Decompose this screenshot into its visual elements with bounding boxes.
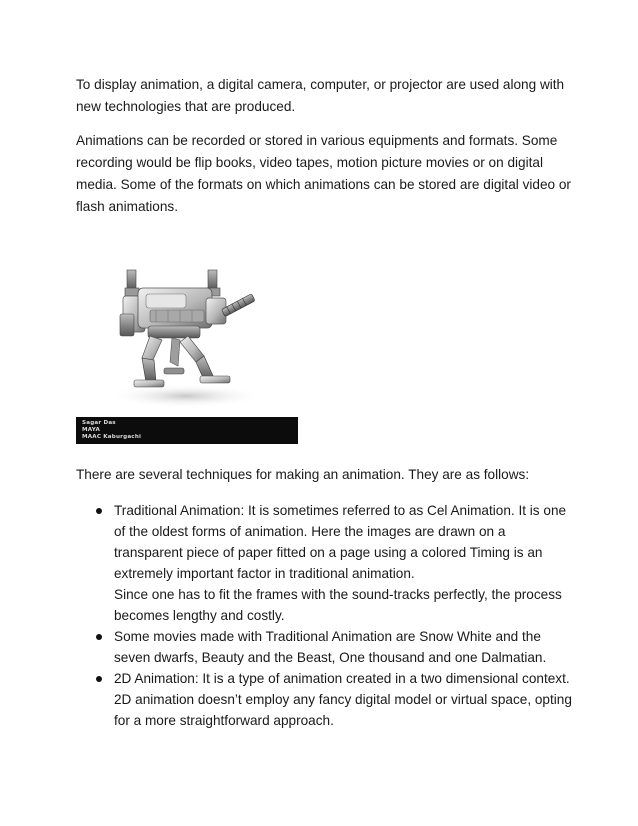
- bullet-icon: [96, 508, 102, 514]
- caption-software: MAYA: [82, 427, 101, 433]
- techniques-list: [76, 500, 576, 731]
- paragraph-display: To display animation, a digital camera, computer, or projector are used along with new technologies that are produced.: [76, 77, 565, 114]
- document-page: [76, 74, 576, 731]
- robot-figure: [76, 258, 298, 444]
- caption-institute: MAAC Kaburgachi: [82, 434, 142, 440]
- techniques-intro: There are several techniques for making an animation. They are as follows:: [76, 467, 530, 482]
- bullet-icon: [96, 634, 102, 640]
- bullet-text: 2D Animation: It is a type of animation created in a two dimensional context. 2D animation doesn’t employ any fancy digital model or virtual space, opting for a more straightforward approach.: [114, 671, 572, 728]
- bullet-text: Some movies made with Traditional Animation are Snow White and the seven dwarfs, Beauty and the Beast, One thousand and one Dalmatian.: [114, 629, 547, 665]
- image-caption-bar: [76, 417, 298, 444]
- list-item: [76, 500, 576, 626]
- bullet-icon: [96, 676, 102, 682]
- bullet-text: Traditional Animation: It is sometimes referred to as Cel Animation. It is one of the oldest forms of animation. Here the images are drawn on a transparent piece of paper fitted on a page using a colored Timing is an extremely important factor in traditional animation.: [114, 503, 567, 581]
- list-item: [76, 626, 576, 668]
- bullet-continuation: Since one has to fit the frames with the sound-tracks perfectly, the process becomes lengthy and costly.: [114, 587, 562, 623]
- list-item: [76, 668, 576, 731]
- robot-mech-icon: [76, 258, 298, 418]
- caption-author: Sagar Das: [82, 420, 116, 426]
- paragraph-storage: Animations can be recorded or stored in various equipments and formats. Some recording would be flip books, video tapes, motion picture movies or on digital media. Some of the formats on which animations can be stored are digital video or flash animations.: [76, 133, 571, 214]
